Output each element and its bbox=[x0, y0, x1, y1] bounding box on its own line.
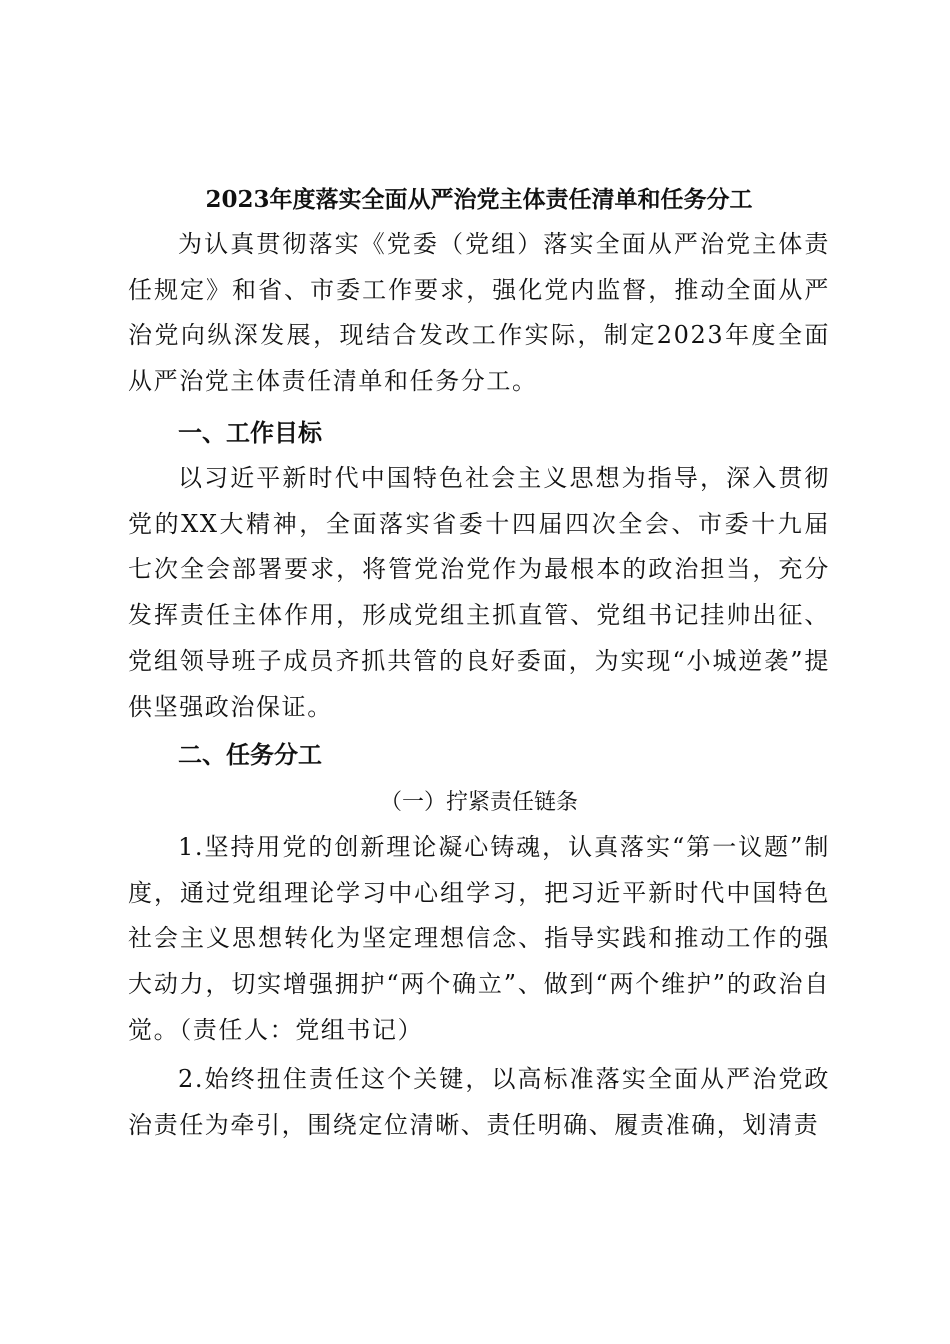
intro-paragraph: 为认真贯彻落实《党委（党组）落实全面从严治党主体责任规定》和省、市委工作要求，强化党内监督，推动全面从严治党向纵深发展，现结合发改工作实际，制定2023年度全面从严治党主体责任清单和任务分工。 bbox=[128, 230, 830, 396]
task-item-2: 2.始终扭住责任这个关键，以高标准落实全面从严治党政治责任为牵引，围绕定位清晰、责任明确、履责准确，划清责 bbox=[128, 1065, 830, 1139]
section-1-heading: 一、工作目标 bbox=[178, 419, 322, 447]
section-1-paragraph: 以习近平新时代中国特色社会主义思想为指导，深入贯彻党的XX大精神，全面落实省委十四届四次全会、市委十九届七次全会部署要求，将管党治党作为最根本的政治担当，充分发挥责任主体作用，形成党组主抓直管、党组书记挂帅出征、党组领导班子成员齐抓共管的良好委面，为实现“小城逆袭”提供坚强政治保证。 bbox=[128, 464, 830, 721]
section-2-heading: 二、任务分工 bbox=[178, 741, 322, 769]
document-title: 2023年度落实全面从严治党主体责任清单和任务分工 bbox=[205, 186, 753, 213]
task-item-1: 1.坚持用党的创新理论凝心铸魂，认真落实“第一议题”制度，通过党组理论学习中心组学习，把习近平新时代中国特色社会主义思想转化为坚定理想信念、指导实践和推动工作的强大动力，切实增强拥护“两个确立”、做到“两个维护”的政治自觉。（责任人：党组书记） bbox=[128, 833, 830, 1044]
section-2-subheading: （一）拧紧责任链条 bbox=[379, 790, 578, 815]
